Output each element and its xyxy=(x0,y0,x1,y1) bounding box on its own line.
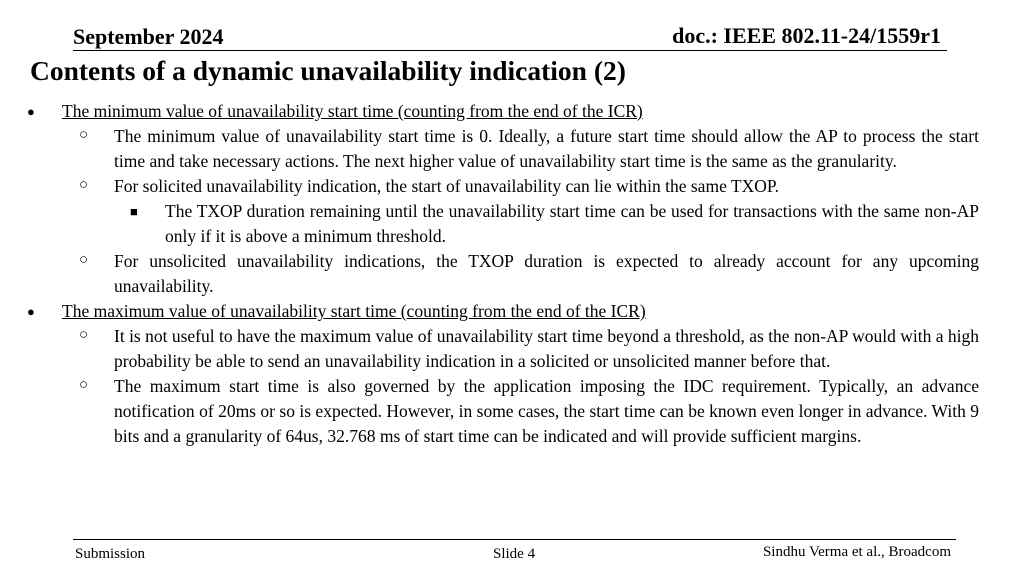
bullet-circle-icon: ○ xyxy=(79,252,89,268)
sub-bullet-text: For unsolicited unavailability indications, the TXOP duration is expected to already account for any upcoming unavailability. xyxy=(114,251,979,296)
bullet-max-start-time xyxy=(27,299,979,324)
slide-title: Contents of a dynamic unavailability indication (2) xyxy=(30,55,626,86)
bullet-circle-icon: ○ xyxy=(79,327,89,343)
sub-bullet xyxy=(79,324,979,374)
sub-bullet-text: For solicited unavailability indication, the start of unavailability can lie within the same TXOP. xyxy=(114,176,780,196)
sub-sub-bullet-text: The TXOP duration remaining until the unavailability start time can be used for transactions with the same non-AP only if it is above a minimum threshold. xyxy=(165,201,979,246)
header-date: September 2024 xyxy=(73,24,224,49)
bullet-square-icon: ■ xyxy=(130,204,138,219)
sub-bullet xyxy=(79,374,979,449)
footer-author: Sindhu Verma et al., Broadcom xyxy=(762,544,951,560)
bullet-text: The maximum value of unavailability start time (counting from the end of the ICR) xyxy=(62,301,646,321)
sub-bullet xyxy=(79,124,979,174)
header-doc-id: doc.: IEEE 802.11-24/1559r1 xyxy=(672,23,941,48)
sub-bullet xyxy=(79,174,979,199)
footer-submission: Submission xyxy=(75,546,146,562)
sub-bullet-text: The maximum start time is also governed by the application imposing the IDC requirement. Typically, an advance notification of 20ms or so is expected. However, in some cases, the start time can be known even longer in advance. With 9 bits and a granularity of 64us, 32.768 ms of start time can be indicated and will provide sufficient margins. xyxy=(114,376,979,446)
bullet-circle-icon: ○ xyxy=(79,177,89,193)
bullet-text: The minimum value of unavailability start time (counting from the end of the ICR) xyxy=(62,101,643,121)
bullet-circle-icon: ○ xyxy=(79,377,89,393)
footer-slide-number: Slide 4 xyxy=(493,546,536,562)
bullet-min-start-time xyxy=(27,99,979,124)
footer-divider xyxy=(73,539,956,540)
bullet-dot-icon: ● xyxy=(27,104,35,119)
header-divider xyxy=(73,50,947,51)
bullet-dot-icon: ● xyxy=(27,304,35,319)
slide-body xyxy=(0,99,1024,449)
sub-bullet-text: The minimum value of unavailability start time is 0. Ideally, a future start time should allow the AP to process the start time and take necessary actions. The next higher value of unavailability start time is the same as the granularity. xyxy=(114,126,979,171)
sub-bullet xyxy=(79,249,979,299)
sub-bullet-text: It is not useful to have the maximum value of unavailability start time beyond a threshold, as the non-AP would with a high probability be able to send an unavailability indication in a solicited or unsolicited manner before that. xyxy=(114,326,979,371)
bullet-circle-icon: ○ xyxy=(79,127,89,143)
sub-sub-bullet xyxy=(130,199,979,249)
